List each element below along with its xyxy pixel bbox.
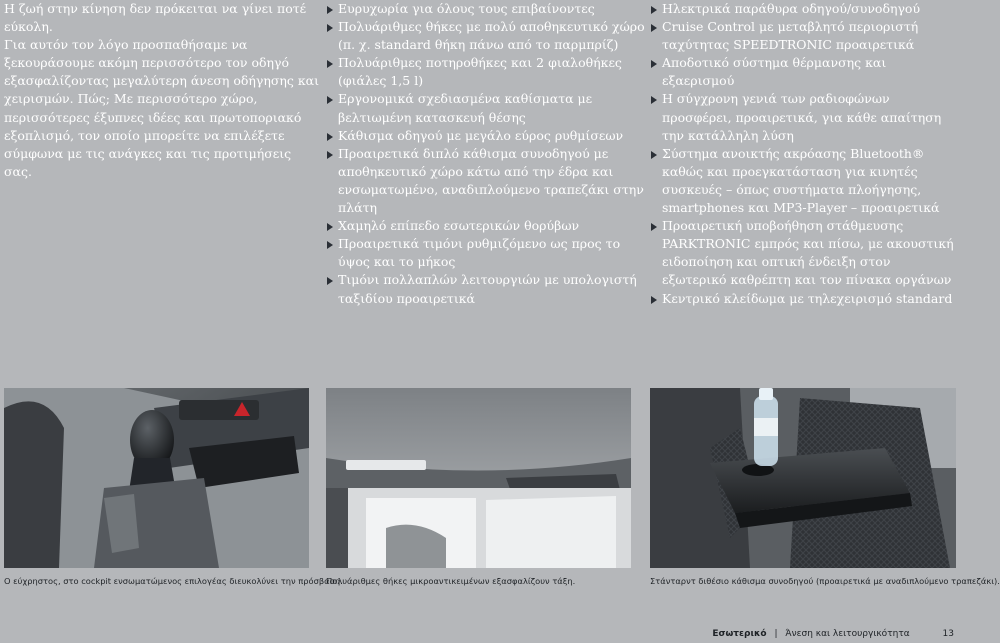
feature-list-right	[650, 0, 956, 308]
feature-item: Εργονομικά σχεδιασμένα καθίσματα με βελτιωμένη κατασκευή θέσης	[326, 90, 646, 126]
page-footer	[712, 629, 954, 639]
feature-item: Χαμηλό επίπεδο εσωτερικών θορύβων	[326, 217, 646, 235]
footer-subtitle: Άνεση και λειτουργικότητα	[785, 629, 910, 639]
feature-item: Πολυάριθμες θήκες με πολύ αποθηκευτικό χώρο (π. χ. standard θήκη πάνω από το παρμπρίζ)	[326, 18, 646, 54]
footer-separator: |	[774, 629, 778, 639]
caption-gear-selector: Ο εύχρηστος, στο cockpit ενσωματώμενος επιλογέας διευκολύνει την πρόσβαση.	[4, 576, 343, 586]
intro-paragraph: Για αυτόν τον λόγο προσπαθήσαμε να ξεκουράσουμε ακόμη περισσότερο τον οδηγό εξασφαλίζοντας μεγαλύτερη άνεση οδήγησης και χειρισμών. Πώς; Με περισσότερο χώρο, περισσότερες έξυπνες ιδέες και πρωτοποριακό εξοπλισμό, τον οποίο μπορείτε να επιλέξετε σύμφωνα με τις ανάγκες και τις προτιμήσεις σας.	[4, 37, 319, 179]
feature-item: Προαιρετική υποβοήθηση στάθμευσης PARKTRONIC εμπρός και πίσω, με ακουστική ειδοποίηση και οπτική ένδειξη στον εξωτερικό καθρέπτη και τον πίνακα οργάνων	[650, 217, 956, 289]
caption-passenger-seat: Στάνταρντ διθέσιο κάθισμα συνοδηγού (προαιρετικά με αναδιπλούμενο τραπεζάκι).	[650, 576, 1000, 586]
feature-item: Ευρυχωρία για όλους τους επιβαίνοντες	[326, 0, 646, 18]
feature-item: Cruise Control με μεταβλητό περιοριστή ταχύτητας SPEEDTRONIC προαιρετικά	[650, 18, 956, 54]
feature-list-middle	[326, 0, 646, 308]
feature-item: Κεντρικό κλείδωμα με τηλεχειρισμό standard	[650, 290, 956, 308]
feature-item: Ηλεκτρικά παράθυρα οδηγού/συνοδηγού	[650, 0, 956, 18]
photo-passenger-seat-table	[650, 388, 956, 568]
feature-item: Προαιρετικά διπλό κάθισμα συνοδηγού με αποθηκευτικό χώρο κάτω από την έδρα και ενσωματωμένο, αναδιπλούμενο τραπεζάκι στην πλάτη	[326, 145, 646, 217]
feature-item: Προαιρετικά τιμόνι ρυθμιζόμενο ως προς το ύψος και το μήκος	[326, 235, 646, 271]
footer-section: Εσωτερικό	[712, 629, 767, 639]
feature-item: Η σύγχρονη γενιά των ραδιοφώνων προσφέρει, προαιρετικά, για κάθε απαίτηση την κατάλληλη λύση	[650, 90, 956, 144]
caption-overhead-storage: Πολυάριθμες θήκες μικροαντικειμένων εξασφαλίζουν τάξη.	[326, 576, 576, 586]
feature-item: Αποδοτικό σύστημα θέρμανσης και εξαερισμού	[650, 54, 956, 90]
feature-item: Τιμόνι πολλαπλών λειτουργιών με υπολογιστή ταξιδίου προαιρετικά	[326, 271, 646, 307]
photo-gear-selector	[4, 388, 309, 568]
photo-overhead-storage	[326, 388, 631, 568]
feature-item: Κάθισμα οδηγού με μεγάλο εύρος ρυθμίσεων	[326, 127, 646, 145]
feature-item: Πολυάριθμες ποτηροθήκες και 2 φιαλοθήκες (φιάλες 1,5 l)	[326, 54, 646, 90]
intro-headline: Η ζωή στην κίνηση δεν πρόκειται να γίνει ποτέ εύκολη.	[4, 1, 307, 35]
feature-item: Σύστημα ανοικτής ακρόασης Bluetooth® καθώς και προεγκατάσταση για κινητές συσκευές – όπως συστήματα πλοήγησης, smartphones και MP3-Player – προαιρετικά	[650, 145, 956, 217]
intro-text	[4, 0, 319, 181]
page-number: 13	[942, 629, 954, 639]
